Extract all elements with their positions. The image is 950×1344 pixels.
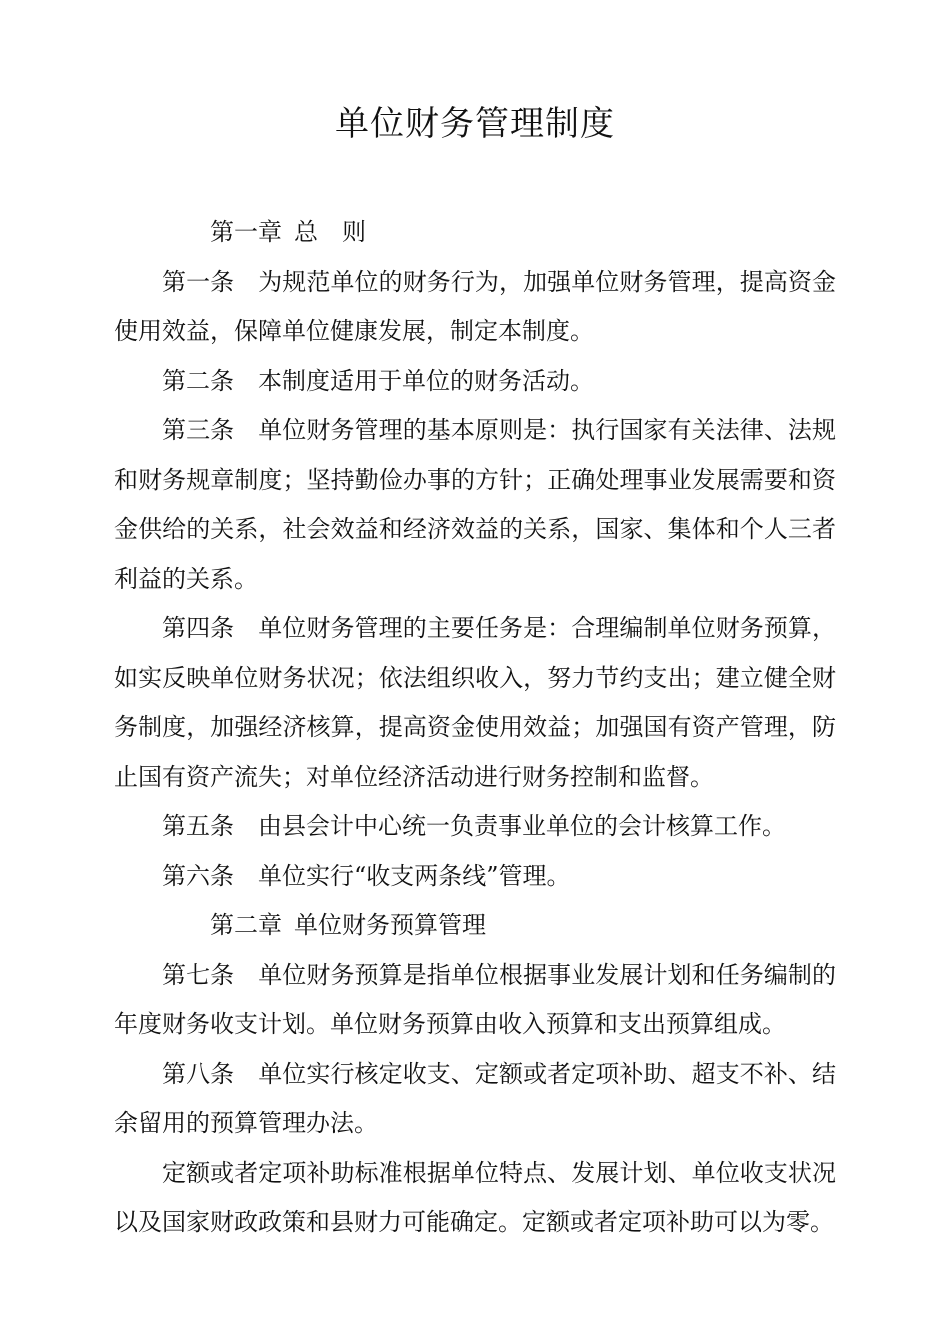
chapter-number: 第一章: [210, 218, 282, 246]
article-label: 第四条: [162, 614, 235, 642]
article-label: 第八条: [162, 1059, 235, 1088]
article-5: [114, 802, 836, 852]
document-body: [114, 208, 836, 1248]
article-2: [114, 357, 836, 407]
article-label: 第三条: [162, 416, 235, 444]
chapter-number: 第二章: [210, 911, 282, 939]
chapter-heading-1: [114, 208, 836, 258]
article-3: [114, 406, 836, 604]
chapter-heading-2: [114, 901, 836, 951]
article-text: 单位实行核定收支、定额或者定项补助、超支不补、结余留用的预算管理办法。: [114, 1059, 837, 1137]
article-text: 单位财务预算是指单位根据事业发展计划和任务编制的年度财务收支计划。单位财务预算由收入预算和支出预算组成。: [114, 960, 837, 1038]
document-title: 单位财务管理制度: [335, 104, 615, 144]
article-label: 第五条: [162, 812, 234, 840]
article-text: 由县会计中心统一负责事业单位的会计核算工作。: [258, 812, 786, 840]
article-label: 第六条: [162, 861, 234, 890]
article-text: 单位财务管理的基本原则是：执行国家有关法律、法规和财务规章制度；坚持勤俭办事的方针；正确处理事业发展需要和资金供给的关系，社会效益和经济效益的关系，国家、集体和个人三者利益的关系。: [114, 416, 837, 593]
article-7: [114, 951, 836, 1050]
article-6: [114, 852, 836, 902]
article-4: [114, 604, 836, 802]
paragraph-final: 定额或者定项补助标准根据单位特点、发展计划、单位收支状况以及国家财政政策和县财力可能确定。定额或者定项补助可以为零。: [114, 1158, 836, 1236]
article-8: [114, 1050, 836, 1149]
article-text: 为规范单位的财务行为，加强单位财务管理，提高资金使用效益，保障单位健康发展，制定本制度。: [114, 267, 837, 345]
article-text: 本制度适用于单位的财务活动。: [258, 366, 594, 395]
article-text: 单位财务管理的主要任务是：合理编制单位财务预算，如实反映单位财务状况；依法组织收入，努力节约支出；建立健全财务制度，加强经济核算，提高资金使用效益；加强国有资产管理，防止国有资产流失；对单位经济活动进行财务控制和监督。: [114, 614, 837, 791]
article-label: 第七条: [162, 960, 235, 989]
article-text: 单位实行“收支两条线”管理。: [258, 861, 571, 890]
chapter-name: 总 则: [294, 218, 366, 246]
article-label: 第一条: [162, 267, 235, 296]
chapter-name: 单位财务预算管理: [294, 911, 486, 939]
article-1: [114, 258, 836, 357]
article-label: 第二条: [162, 366, 234, 395]
